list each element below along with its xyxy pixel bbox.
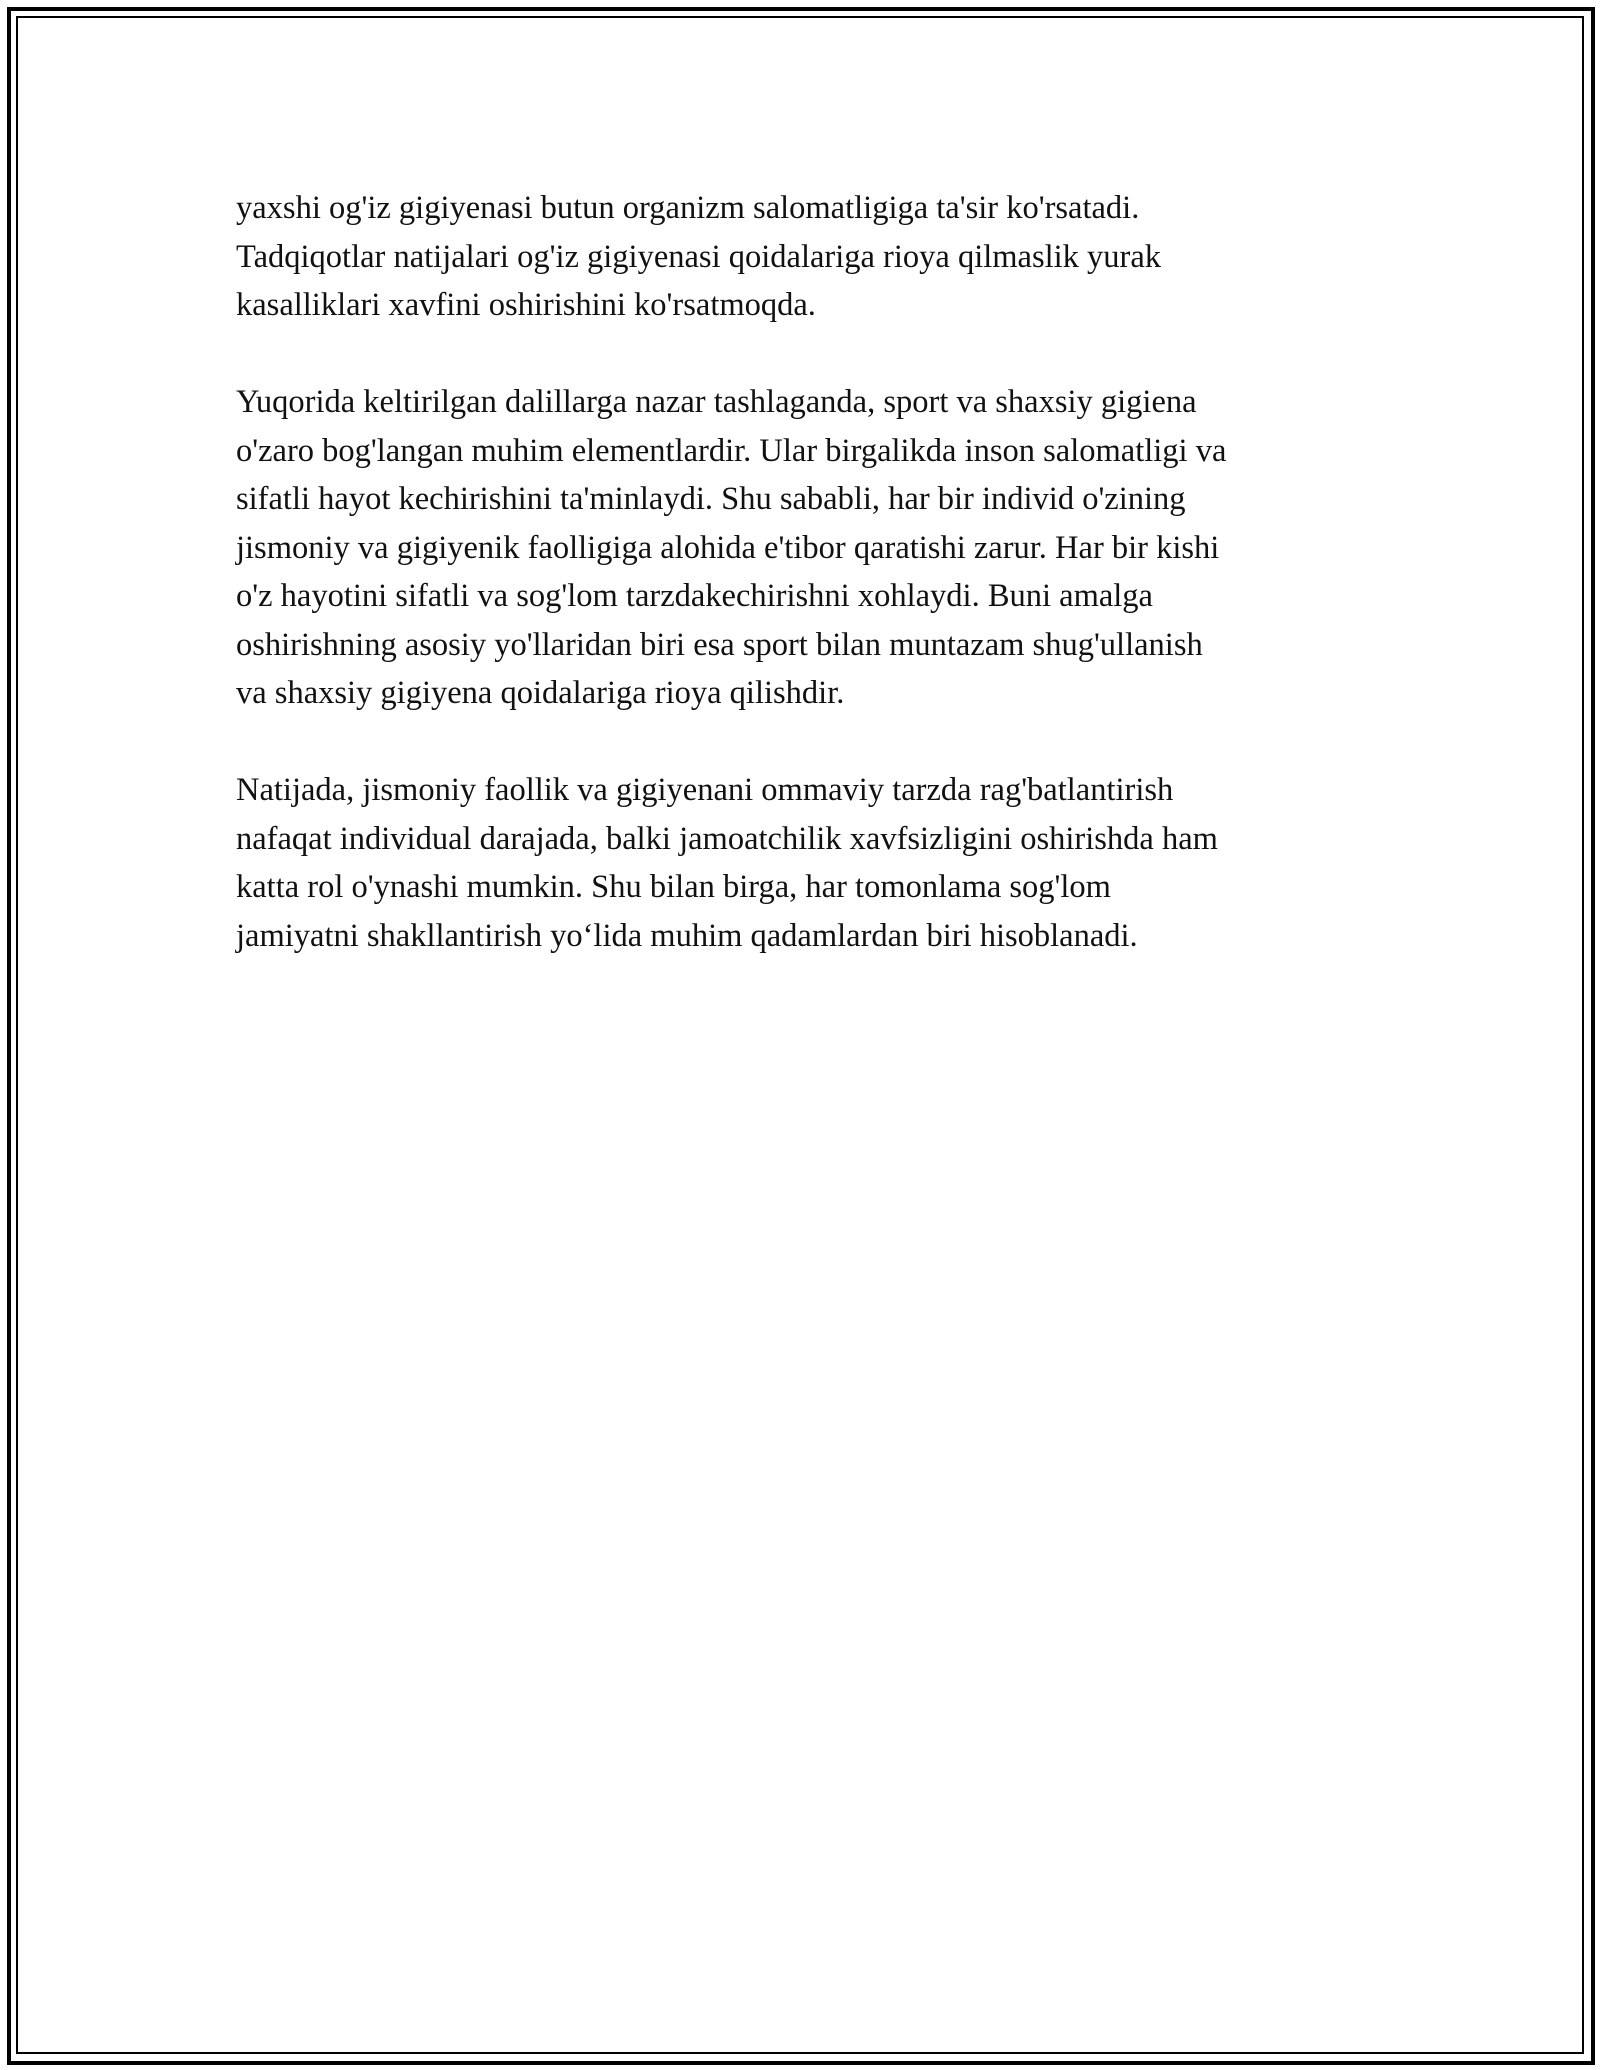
text-line: Natijada, jismoniy faollik va gigiyenani ommaviy tarzda rag'batlantirish (236, 772, 1174, 808)
text-line: o'z hayotini sifatli va sog'lom tarzdakechirishni xohlaydi. Buni amalga (236, 578, 1153, 614)
paragraph-oral-hygiene (236, 184, 1366, 330)
document-body (236, 184, 1366, 960)
text-line: yaxshi og'iz gigiyenasi butun organizm salomatligiga ta'sir ko'rsatadi. (236, 190, 1140, 226)
text-line: kasalliklari xavfini oshirishini ko'rsatmoqda. (236, 287, 816, 323)
text-line: jamiyatni shakllantirish yo‘lida muhim qadamlardan biri hisoblanadi. (236, 917, 1138, 954)
text-line: o'zaro bog'langan muhim elementlardir. Ular birgalikda inson salomatligi va (236, 432, 1227, 469)
text-line: Yuqorida keltirilgan dalillarga nazar tashlaganda, sport va shaxsiy gigiena (236, 384, 1197, 420)
text-line: va shaxsiy gigiyena qoidalariga rioya qilishdir. (236, 675, 845, 711)
text-line: Tadqiqotlar natijalari og'iz gigiyenasi qoidalariga rioya qilmaslik yurak (236, 238, 1162, 275)
text-line: sifatli hayot kechirishini ta'minlaydi. Shu sababli, har bir individ o'zining (236, 481, 1186, 517)
text-line: jismoniy va gigiyenik faolligiga alohida e'tibor qaratishi zarur. Har bir kishi (236, 529, 1220, 566)
text-line: katta rol o'ynashi mumkin. Shu bilan birga, har tomonlama sog'lom (236, 869, 1111, 905)
paragraph-conclusion (236, 766, 1366, 960)
text-line: oshirishning asosiy yo'llaridan biri esa sport bilan muntazam shug'ullanish (236, 626, 1203, 663)
text-line: nafaqat individual darajada, balki jamoatchilik xavfsizligini oshirishda ham (236, 820, 1218, 857)
paragraph-sport-and-hygiene (236, 378, 1366, 718)
